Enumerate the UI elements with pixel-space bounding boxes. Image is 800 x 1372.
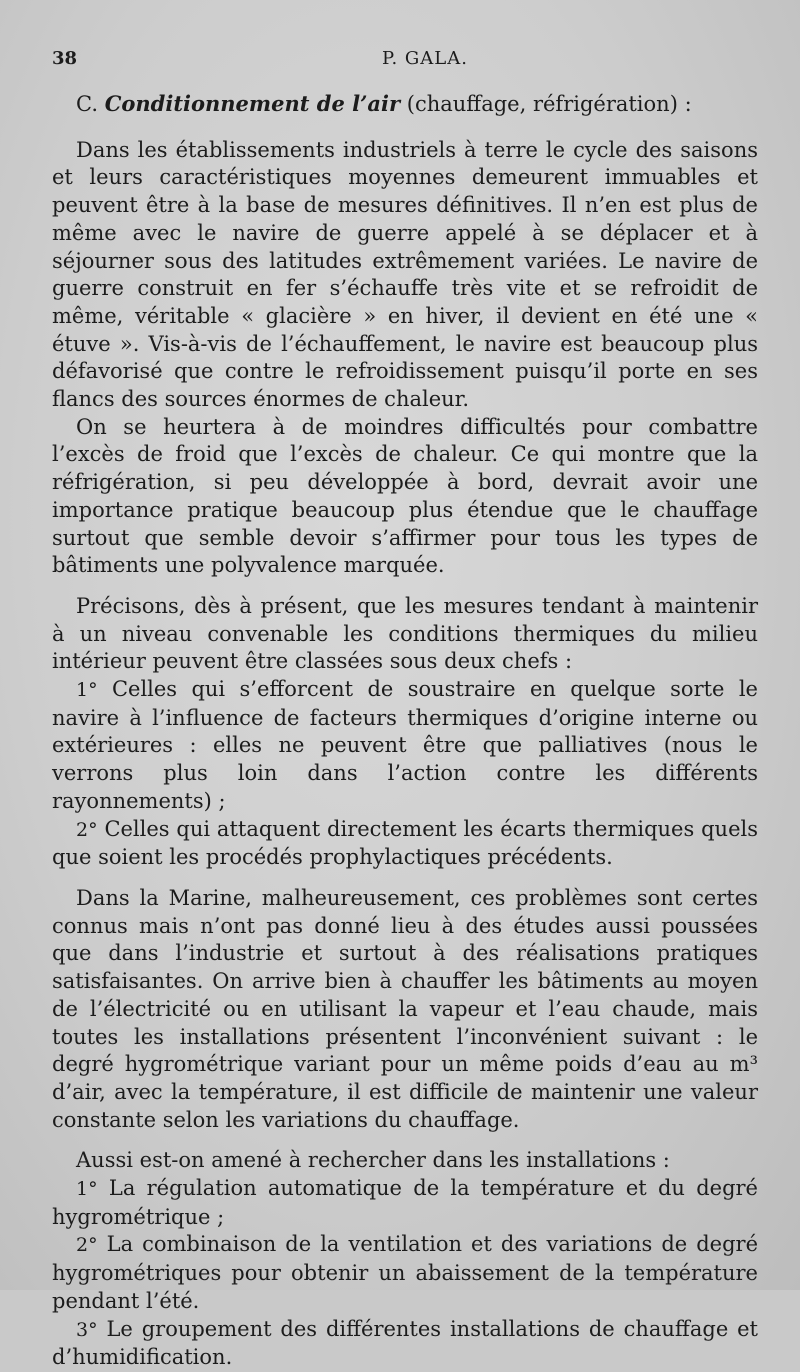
paragraph: Précisons, dès à présent, que les mesures tendant à maintenir à un niveau convenable les conditions thermiques du milieu intérieur peuvent être classées sous deux chefs : bbox=[52, 593, 758, 674]
list-item-text: Le groupement des différentes installations de chauffage et d’humidification. bbox=[52, 1316, 758, 1370]
list-item-text: Celles qui attaquent directement les écarts thermiques quels que soient les procédés prophylactiques précédents. bbox=[52, 816, 758, 870]
list-item bbox=[52, 1316, 758, 1372]
section-heading bbox=[52, 90, 758, 119]
list-item bbox=[52, 816, 758, 872]
list-item-number: 3° bbox=[76, 1318, 98, 1341]
list-item-text: Celles qui s’efforcent de soustraire en quelque sorte le navire à l’influence de facteurs thermiques d’origine interne ou extérieures : elles ne peuvent être que palliatives (nous le verrons plus loin dans l’action contre les différents rayonnements) ; bbox=[52, 677, 758, 813]
list-item-number: 1° bbox=[76, 679, 98, 702]
section-title: Conditionnement de l’air bbox=[104, 91, 401, 116]
list-item bbox=[52, 1175, 758, 1231]
list-item bbox=[52, 676, 758, 816]
list-item-text: La régulation automatique de la température et du degré hygrométrique ; bbox=[52, 1176, 758, 1229]
list-item-number: 1° bbox=[76, 1178, 98, 1201]
page-number: 38 bbox=[52, 48, 78, 69]
section-letter: C. bbox=[76, 92, 98, 116]
paragraph: Aussi est-on amené à rechercher dans les installations : bbox=[76, 1148, 670, 1173]
list-item bbox=[52, 1231, 758, 1315]
list-item-number: 2° bbox=[76, 1234, 98, 1257]
list-item-number: 2° bbox=[76, 818, 98, 841]
page-header bbox=[52, 48, 758, 76]
paragraph: Dans la Marine, malheureusement, ces problèmes sont certes connus mais n’ont pas donné lieu à des études aussi poussées que dans l’industrie et surtout à des réalisations pratiques satisfaisantes. On arrive bien à chauffer les bâtiments au moyen de l’électricité ou en utilisant la vapeur et l’eau chaude, mais toutes les installations présentent l’inconvénient suivant : le degré hygrométrique variant pour un même poids d’eau au m³ d’air, avec la température, il est difficile de maintenir une valeur constante selon les variations du chauffage. bbox=[52, 885, 758, 1132]
list-item-text: La combinaison de la ventilation et des variations de degré hygrométriques pour obtenir un abaissement de la température pendant l’été. bbox=[52, 1232, 758, 1313]
running-head: P. GALA. bbox=[382, 48, 468, 69]
paragraph: Dans les établissements industriels à terre le cycle des saisons et leurs caractéristiques moyennes demeurent immuables et peuvent être à la base de mesures définitives. Il n’en est plus de même avec le navire de guerre appelé à se déplacer et à séjourner sous des latitudes extrêmement variées. Le navire de guerre construit en fer s’échauffe très vite et se refroidit de même, véritable « glacière » en hiver, il devient en été une « étuve ». Vis-à-vis de l’échauffement, le navire est beaucoup plus défavorisé que contre le refroidissement puisqu’il porte en ses flancs des sources énormes de chaleur. bbox=[52, 137, 758, 412]
section-subtitle: (chauffage, réfrigération) : bbox=[406, 92, 692, 116]
paragraph: On se heurtera à de moindres difficultés pour combattre l’excès de froid que l’excès de chaleur. Ce qui montre que la réfrigération, si peu développée à bord, devrait avoir une importance pratique beaucoup plus étendue que le chauffage surtout que semble devoir s’affirmer pour tous les types de bâtiments une polyvalence marquée. bbox=[52, 414, 758, 578]
body-text bbox=[52, 90, 758, 1372]
